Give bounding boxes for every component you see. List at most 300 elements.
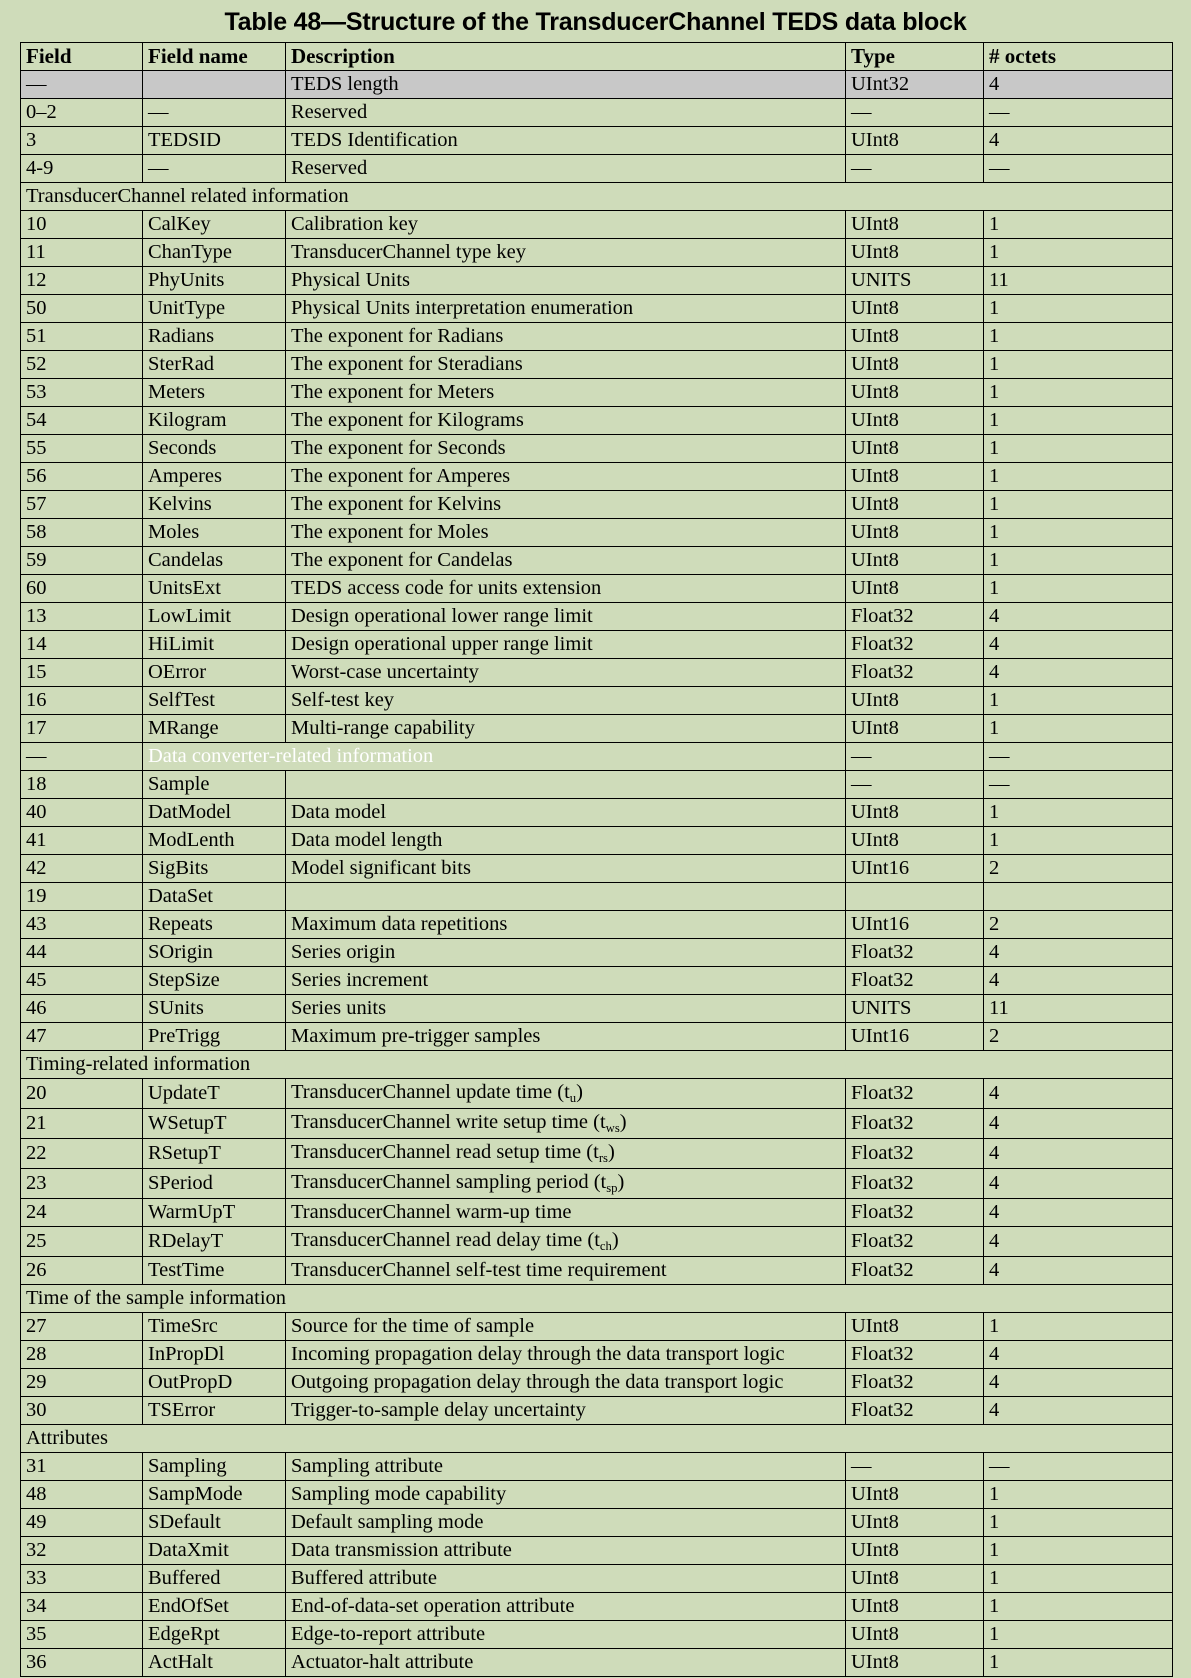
cell-octets: 1 xyxy=(984,1313,1173,1341)
table-section-row xyxy=(21,1051,1173,1079)
cell-octets: 1 xyxy=(984,379,1173,407)
cell-description xyxy=(286,1079,846,1109)
table-row xyxy=(21,463,1173,491)
cell-octets: 2 xyxy=(984,1023,1173,1051)
cell-description: The exponent for Amperes xyxy=(286,463,846,491)
cell-field: 42 xyxy=(21,855,143,883)
table-row xyxy=(21,1023,1173,1051)
cell-field-name: UnitType xyxy=(143,295,286,323)
cell-description: Physical Units xyxy=(286,267,846,295)
cell-description: Edge-to-report attribute xyxy=(286,1621,846,1649)
table-row xyxy=(21,1509,1173,1537)
description-text-after: ) xyxy=(617,1171,625,1193)
cell-field-name: SterRad xyxy=(143,351,286,379)
cell-octets: 1 xyxy=(984,1565,1173,1593)
cell-field-name: Moles xyxy=(143,519,286,547)
cell-description: Maximum data repetitions xyxy=(286,911,846,939)
cell-field-name: InPropDl xyxy=(143,1341,286,1369)
cell-type: UInt32 xyxy=(846,71,984,99)
table-header xyxy=(21,43,1173,71)
cell-type xyxy=(846,883,984,911)
table-row xyxy=(21,1169,1173,1199)
description-text-after: ) xyxy=(619,1111,627,1133)
cell-field: 50 xyxy=(21,295,143,323)
description-subscript: rs xyxy=(598,1151,608,1166)
table-row-highlighted-black xyxy=(21,743,1173,771)
cell-octets: 1 xyxy=(984,463,1173,491)
table-row xyxy=(21,1397,1173,1425)
cell-octets: 4 xyxy=(984,1257,1173,1285)
cell-description: The exponent for Moles xyxy=(286,519,846,547)
cell-field-name: Kelvins xyxy=(143,491,286,519)
table-row xyxy=(21,1079,1173,1109)
cell-octets: 11 xyxy=(984,995,1173,1023)
description-text: TransducerChannel sampling period (t xyxy=(291,1171,607,1193)
cell-octets: 1 xyxy=(984,295,1173,323)
cell-field: 48 xyxy=(21,1481,143,1509)
cell-octets: 4 xyxy=(984,939,1173,967)
table-row xyxy=(21,491,1173,519)
cell-field-name: EndOfSet xyxy=(143,1593,286,1621)
cell-field-name: WarmUpT xyxy=(143,1199,286,1227)
table-row xyxy=(21,575,1173,603)
cell-field: 35 xyxy=(21,1621,143,1649)
cell-type: UInt16 xyxy=(846,855,984,883)
cell-field-name: ChanType xyxy=(143,239,286,267)
cell-field: 57 xyxy=(21,491,143,519)
cell-type: Float32 xyxy=(846,1079,984,1109)
cell-field: 18 xyxy=(21,771,143,799)
cell-field-name: DatModel xyxy=(143,799,286,827)
cell-octets: 4 xyxy=(984,1169,1173,1199)
cell-octets: 4 xyxy=(984,1369,1173,1397)
table-row xyxy=(21,379,1173,407)
cell-type: UInt8 xyxy=(846,547,984,575)
cell-octets: 4 xyxy=(984,127,1173,155)
cell-description: TransducerChannel warm-up time xyxy=(286,1199,846,1227)
cell-description xyxy=(286,1139,846,1169)
table-row xyxy=(21,995,1173,1023)
cell-type: UInt8 xyxy=(846,491,984,519)
column-header-field-name: Field name xyxy=(143,43,286,71)
cell-field-name: DataXmit xyxy=(143,1537,286,1565)
table-row xyxy=(21,687,1173,715)
cell-field-name: Seconds xyxy=(143,435,286,463)
cell-description: Worst-case uncertainty xyxy=(286,659,846,687)
cell-description: The exponent for Candelas xyxy=(286,547,846,575)
table-header-row xyxy=(21,43,1173,71)
cell-octets: 1 xyxy=(984,211,1173,239)
cell-field-name: Radians xyxy=(143,323,286,351)
cell-field: — xyxy=(21,743,143,771)
description-text: TransducerChannel update time (t xyxy=(291,1081,570,1103)
cell-type: UInt8 xyxy=(846,211,984,239)
cell-field: 60 xyxy=(21,575,143,603)
cell-octets: 1 xyxy=(984,1481,1173,1509)
cell-type: Float32 xyxy=(846,1341,984,1369)
cell-description: The exponent for Steradians xyxy=(286,351,846,379)
cell-octets: — xyxy=(984,771,1173,799)
table-section-row xyxy=(21,1285,1173,1313)
table-row xyxy=(21,127,1173,155)
cell-field-name: Meters xyxy=(143,379,286,407)
cell-field-name: Kilogram xyxy=(143,407,286,435)
cell-field-name: OutPropD xyxy=(143,1369,286,1397)
table-row xyxy=(21,519,1173,547)
cell-octets: 2 xyxy=(984,911,1173,939)
table-row xyxy=(21,827,1173,855)
cell-type: Float32 xyxy=(846,939,984,967)
cell-field: 3 xyxy=(21,127,143,155)
table-row xyxy=(21,1227,1173,1257)
cell-description: The exponent for Kilograms xyxy=(286,407,846,435)
table-row xyxy=(21,1199,1173,1227)
table-row xyxy=(21,211,1173,239)
section-label: Attributes xyxy=(21,1425,1173,1453)
cell-type: UInt8 xyxy=(846,463,984,491)
cell-type: — xyxy=(846,771,984,799)
cell-description: The exponent for Radians xyxy=(286,323,846,351)
cell-field: 10 xyxy=(21,211,143,239)
cell-octets: — xyxy=(984,1453,1173,1481)
cell-octets xyxy=(984,883,1173,911)
cell-octets: 1 xyxy=(984,1621,1173,1649)
cell-description xyxy=(286,771,846,799)
cell-field: 4-9 xyxy=(21,155,143,183)
cell-field-name: EdgeRpt xyxy=(143,1621,286,1649)
cell-type: UInt8 xyxy=(846,1481,984,1509)
cell-field: 56 xyxy=(21,463,143,491)
cell-description: Calibration key xyxy=(286,211,846,239)
cell-description: Model significant bits xyxy=(286,855,846,883)
cell-field: 32 xyxy=(21,1537,143,1565)
cell-field: 25 xyxy=(21,1227,143,1257)
cell-description: The exponent for Meters xyxy=(286,379,846,407)
page-title: Table 48—Structure of the TransducerChannel TEDS data block xyxy=(224,8,967,36)
cell-field-name: SOrigin xyxy=(143,939,286,967)
cell-octets: — xyxy=(984,743,1173,771)
table-section-row xyxy=(21,1425,1173,1453)
table-row xyxy=(21,1313,1173,1341)
cell-field: 45 xyxy=(21,967,143,995)
column-header-description: Description xyxy=(286,43,846,71)
description-subscript: ws xyxy=(605,1121,620,1136)
cell-octets: 4 xyxy=(984,71,1173,99)
cell-description: Source for the time of sample xyxy=(286,1313,846,1341)
cell-type: UInt8 xyxy=(846,1509,984,1537)
cell-type: — xyxy=(846,743,984,771)
cell-field-name: CalKey xyxy=(143,211,286,239)
cell-description: Self-test key xyxy=(286,687,846,715)
cell-description: Series increment xyxy=(286,967,846,995)
description-text: TransducerChannel read delay time (t xyxy=(291,1229,600,1251)
cell-type: UInt8 xyxy=(846,435,984,463)
cell-field: 15 xyxy=(21,659,143,687)
cell-type: UInt8 xyxy=(846,379,984,407)
cell-description: TransducerChannel type key xyxy=(286,239,846,267)
cell-type: UInt8 xyxy=(846,1313,984,1341)
section-label: Timing-related information xyxy=(21,1051,1173,1079)
cell-type: UNITS xyxy=(846,995,984,1023)
cell-field-name: Sampling xyxy=(143,1453,286,1481)
cell-field: 30 xyxy=(21,1397,143,1425)
cell-field: 11 xyxy=(21,239,143,267)
cell-type: — xyxy=(846,1453,984,1481)
table-row xyxy=(21,1341,1173,1369)
description-subscript: ch xyxy=(599,1239,612,1254)
cell-field: 19 xyxy=(21,883,143,911)
description-subscript: u xyxy=(569,1091,577,1106)
table-row xyxy=(21,883,1173,911)
cell-octets: 1 xyxy=(984,799,1173,827)
cell-octets: 4 xyxy=(984,1227,1173,1257)
cell-field-name: PreTrigg xyxy=(143,1023,286,1051)
cell-octets: 1 xyxy=(984,827,1173,855)
cell-type: UInt8 xyxy=(846,1537,984,1565)
cell-description: TEDS access code for units extension xyxy=(286,575,846,603)
cell-field-name: SigBits xyxy=(143,855,286,883)
description-text: TransducerChannel write setup time (t xyxy=(291,1111,606,1133)
cell-type: UInt8 xyxy=(846,239,984,267)
cell-octets: 2 xyxy=(984,855,1173,883)
cell-octets: 1 xyxy=(984,1509,1173,1537)
cell-field: 29 xyxy=(21,1369,143,1397)
cell-field-name: TEDSID xyxy=(143,127,286,155)
cell-field-name xyxy=(143,71,286,99)
cell-field: 20 xyxy=(21,1079,143,1109)
cell-field-name: DataSet xyxy=(143,883,286,911)
cell-type: Float32 xyxy=(846,967,984,995)
cell-description: Buffered attribute xyxy=(286,1565,846,1593)
table-row xyxy=(21,1369,1173,1397)
cell-field-name: SUnits xyxy=(143,995,286,1023)
table-body xyxy=(21,71,1173,1677)
table-row xyxy=(21,715,1173,743)
cell-octets: 4 xyxy=(984,967,1173,995)
cell-type: UInt8 xyxy=(846,1621,984,1649)
cell-field-name: RDelayT xyxy=(143,1227,286,1257)
cell-type: UInt8 xyxy=(846,827,984,855)
cell-field: 36 xyxy=(21,1649,143,1677)
cell-field-name: ActHalt xyxy=(143,1649,286,1677)
cell-field: — xyxy=(21,71,143,99)
cell-octets: 1 xyxy=(984,547,1173,575)
cell-type: Float32 xyxy=(846,631,984,659)
cell-field: 40 xyxy=(21,799,143,827)
cell-octets: 1 xyxy=(984,687,1173,715)
cell-octets: 4 xyxy=(984,603,1173,631)
cell-type: UInt8 xyxy=(846,715,984,743)
table-row xyxy=(21,1537,1173,1565)
cell-field: 14 xyxy=(21,631,143,659)
cell-field-name: Buffered xyxy=(143,1565,286,1593)
cell-type: UInt8 xyxy=(846,1565,984,1593)
cell-black-section-label: Data converter-related information xyxy=(143,743,846,771)
cell-field: 27 xyxy=(21,1313,143,1341)
cell-description xyxy=(286,1169,846,1199)
cell-type: Float32 xyxy=(846,659,984,687)
cell-octets: 1 xyxy=(984,1537,1173,1565)
cell-field-name: TestTime xyxy=(143,1257,286,1285)
cell-field: 49 xyxy=(21,1509,143,1537)
cell-field-name: — xyxy=(143,99,286,127)
cell-octets: 1 xyxy=(984,1649,1173,1677)
table-row xyxy=(21,1109,1173,1139)
cell-description: Outgoing propagation delay through the data transport logic xyxy=(286,1369,846,1397)
cell-field-name: LowLimit xyxy=(143,603,286,631)
table-row xyxy=(21,967,1173,995)
table-row xyxy=(21,911,1173,939)
section-label: TransducerChannel related information xyxy=(21,183,1173,211)
cell-field-name: SelfTest xyxy=(143,687,286,715)
cell-description: Data transmission attribute xyxy=(286,1537,846,1565)
cell-description: Data model length xyxy=(286,827,846,855)
table-row xyxy=(21,351,1173,379)
cell-field: 47 xyxy=(21,1023,143,1051)
table-row xyxy=(21,295,1173,323)
table-row xyxy=(21,1453,1173,1481)
cell-octets: 4 xyxy=(984,1139,1173,1169)
table-row xyxy=(21,1593,1173,1621)
cell-type: UInt8 xyxy=(846,1649,984,1677)
cell-octets: 11 xyxy=(984,267,1173,295)
table-row xyxy=(21,799,1173,827)
teds-structure-table xyxy=(20,42,1173,1677)
cell-field: 53 xyxy=(21,379,143,407)
table-row xyxy=(21,99,1173,127)
description-text: TransducerChannel read setup time (t xyxy=(291,1141,599,1163)
cell-type: UInt8 xyxy=(846,687,984,715)
cell-octets: 1 xyxy=(984,1593,1173,1621)
cell-type: Float32 xyxy=(846,1369,984,1397)
cell-type: Float32 xyxy=(846,603,984,631)
cell-field: 58 xyxy=(21,519,143,547)
cell-field-name: SampMode xyxy=(143,1481,286,1509)
cell-field: 33 xyxy=(21,1565,143,1593)
table-row xyxy=(21,155,1173,183)
cell-field-name: PhyUnits xyxy=(143,267,286,295)
cell-field-name: ModLenth xyxy=(143,827,286,855)
cell-octets: 4 xyxy=(984,631,1173,659)
cell-field: 16 xyxy=(21,687,143,715)
cell-field-name: UnitsExt xyxy=(143,575,286,603)
description-text-after: ) xyxy=(611,1229,619,1251)
cell-type: UInt16 xyxy=(846,911,984,939)
cell-field: 41 xyxy=(21,827,143,855)
cell-type: UInt8 xyxy=(846,127,984,155)
cell-description xyxy=(286,1227,846,1257)
cell-field: 44 xyxy=(21,939,143,967)
table-row xyxy=(21,1565,1173,1593)
cell-description: TransducerChannel self-test time requirement xyxy=(286,1257,846,1285)
table-row xyxy=(21,267,1173,295)
table-row xyxy=(21,939,1173,967)
cell-description: Design operational upper range limit xyxy=(286,631,846,659)
cell-octets: 1 xyxy=(984,435,1173,463)
cell-field-name: UpdateT xyxy=(143,1079,286,1109)
cell-field: 28 xyxy=(21,1341,143,1369)
cell-description: Sampling mode capability xyxy=(286,1481,846,1509)
cell-field: 46 xyxy=(21,995,143,1023)
cell-field-name: HiLimit xyxy=(143,631,286,659)
cell-type: Float32 xyxy=(846,1257,984,1285)
cell-octets: 4 xyxy=(984,1199,1173,1227)
table-row xyxy=(21,71,1173,99)
cell-field-name: SPeriod xyxy=(143,1169,286,1199)
cell-description: The exponent for Kelvins xyxy=(286,491,846,519)
cell-field-name: Amperes xyxy=(143,463,286,491)
cell-field: 17 xyxy=(21,715,143,743)
cell-field: 54 xyxy=(21,407,143,435)
cell-field: 13 xyxy=(21,603,143,631)
cell-octets: 1 xyxy=(984,575,1173,603)
cell-description: Incoming propagation delay through the data transport logic xyxy=(286,1341,846,1369)
cell-type: Float32 xyxy=(846,1199,984,1227)
cell-octets: 1 xyxy=(984,491,1173,519)
cell-description: Series units xyxy=(286,995,846,1023)
cell-description: Maximum pre-trigger samples xyxy=(286,1023,846,1051)
cell-octets: 4 xyxy=(984,1341,1173,1369)
table-row xyxy=(21,1481,1173,1509)
cell-octets: 1 xyxy=(984,519,1173,547)
column-header-field: Field xyxy=(21,43,143,71)
table-row xyxy=(21,659,1173,687)
cell-description: Reserved xyxy=(286,155,846,183)
cell-field: 23 xyxy=(21,1169,143,1199)
cell-description: Reserved xyxy=(286,99,846,127)
cell-type: Float32 xyxy=(846,1169,984,1199)
cell-octets: 1 xyxy=(984,407,1173,435)
cell-octets: — xyxy=(984,155,1173,183)
cell-type: UInt8 xyxy=(846,1593,984,1621)
cell-field: 43 xyxy=(21,911,143,939)
table-section-row xyxy=(21,183,1173,211)
table-row xyxy=(21,1139,1173,1169)
cell-type: — xyxy=(846,155,984,183)
cell-octets: 1 xyxy=(984,239,1173,267)
cell-description xyxy=(286,1109,846,1139)
cell-field: 55 xyxy=(21,435,143,463)
table-row xyxy=(21,855,1173,883)
cell-description: End-of-data-set operation attribute xyxy=(286,1593,846,1621)
table-row xyxy=(21,771,1173,799)
cell-field: 34 xyxy=(21,1593,143,1621)
cell-field: 21 xyxy=(21,1109,143,1139)
cell-field: 51 xyxy=(21,323,143,351)
cell-field: 59 xyxy=(21,547,143,575)
cell-octets: 1 xyxy=(984,715,1173,743)
cell-description: Sampling attribute xyxy=(286,1453,846,1481)
cell-type: UNITS xyxy=(846,267,984,295)
cell-field-name: Sample xyxy=(143,771,286,799)
cell-type: Float32 xyxy=(846,1397,984,1425)
cell-description: Physical Units interpretation enumeration xyxy=(286,295,846,323)
cell-field: 0–2 xyxy=(21,99,143,127)
cell-field-name: Candelas xyxy=(143,547,286,575)
cell-description: TEDS Identification xyxy=(286,127,846,155)
cell-type: UInt8 xyxy=(846,799,984,827)
cell-description: Trigger-to-sample delay uncertainty xyxy=(286,1397,846,1425)
cell-field-name: WSetupT xyxy=(143,1109,286,1139)
cell-description: Actuator-halt attribute xyxy=(286,1649,846,1677)
table-row xyxy=(21,603,1173,631)
cell-field-name: — xyxy=(143,155,286,183)
cell-type: UInt8 xyxy=(846,407,984,435)
cell-octets: 1 xyxy=(984,351,1173,379)
table-row xyxy=(21,323,1173,351)
cell-field-name: MRange xyxy=(143,715,286,743)
cell-field: 22 xyxy=(21,1139,143,1169)
